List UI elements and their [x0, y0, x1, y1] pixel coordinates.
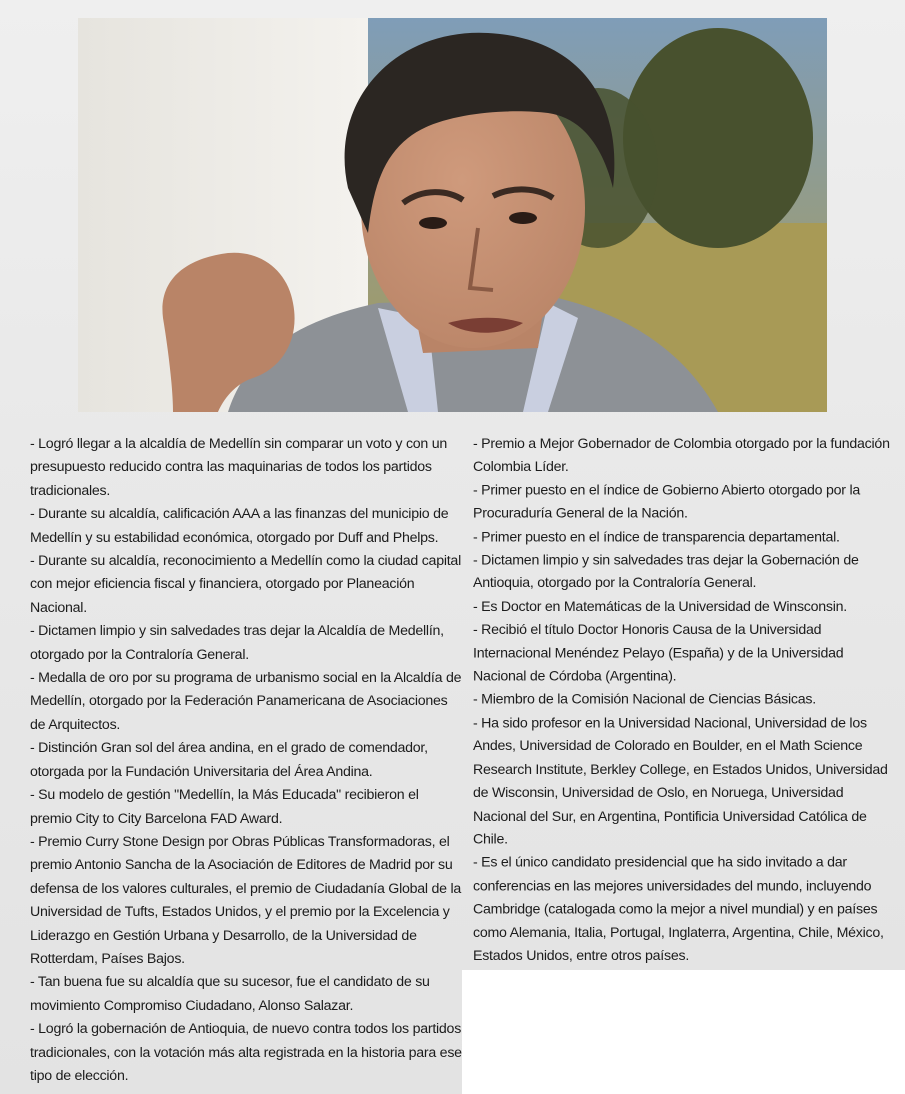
- achievement-item: - Logró la gobernación de Antioquia, de nuevo contra todos los partidos tradicionales, con la votación más alta registrada en la historia para ese tipo de elección.: [30, 1021, 462, 1084]
- achievement-item: - Dictamen limpio y sin salvedades tras dejar la Alcaldía de Medellín, otorgado por la Contraloría General.: [30, 623, 444, 663]
- achievement-item: - Medalla de oro por su programa de urbanismo social en la Alcaldía de Medellín, otorgado por la Federación Panamericana de Asociaciones de Arquitectos.: [30, 670, 462, 733]
- achievement-item: - Tan buena fue su alcaldía que su sucesor, fue el candidato de su movimiento Compromiso Ciudadano, Alonso Salazar.: [30, 974, 430, 1014]
- portrait-photo: [78, 18, 827, 412]
- achievement-item: - Durante su alcaldía, calificación AAA a las finanzas del municipio de Medellín y su estabilidad económica, otorgado por Duff and Phelps.: [30, 506, 449, 546]
- achievement-item: - Miembro de la Comisión Nacional de Ciencias Básicas.: [473, 692, 816, 708]
- achievements-right-column: [473, 433, 897, 968]
- achievement-item: - Premio Curry Stone Design por Obras Públicas Transformadoras, el premio Antonio Sancha de la Asociación de Editores de Madrid por su defensa de los valores culturales, el premio de Ciudadanía Global de la Universidad de Tufts, Estados Unidos, y el premio por la Excelencia y Liderazgo en Gestión Urbana y Desarrollo, de la Universidad de Rotterdam, Países Bajos.: [30, 833, 462, 967]
- achievement-item: - Distinción Gran sol del área andina, en el grado de comendador, otorgada por la Fundación Universitaria del Área Andina.: [30, 740, 428, 780]
- achievement-item: - Recibió el título Doctor Honoris Causa de la Universidad Internacional Menéndez Pelayo (España) y de la Universidad Nacional de Córdoba (Argentina).: [473, 622, 844, 685]
- achievement-item: - Primer puesto en el índice de transparencia departamental.: [473, 529, 840, 545]
- achievement-item: - Logró llegar a la alcaldía de Medellín sin comparar un voto y con un presupuesto reducido contra las maquinarias de todos los partidos tradicionales.: [30, 436, 448, 499]
- left-eye: [419, 217, 447, 229]
- blank-corner: [462, 970, 905, 1094]
- achievement-item: - Durante su alcaldía, reconocimiento a Medellín como la ciudad capital con mejor eficiencia fiscal y financiera, otorgado por Planeación Nacional.: [30, 553, 461, 616]
- achievement-item: - Su modelo de gestión "Medellín, la Más Educada" recibieron el premio City to City Barcelona FAD Award.: [30, 787, 419, 827]
- portrait-photo-icon: [78, 18, 827, 412]
- achievement-item: - Es el único candidato presidencial que ha sido invitado a dar conferencias en las mejores universidades del mundo, incluyendo Cambridge (catalogada como la mejor a nivel mundial) y en países como Alemania, Italia, Portugal, Inglaterra, Argentina, Chile, México, Estados Unidos, entre otros países.: [473, 854, 884, 964]
- right-eye: [509, 212, 537, 224]
- achievement-item: - Ha sido profesor en la Universidad Nacional, Universidad de los Andes, Universidad de Colorado en Boulder, en el Math Science Research Institute, Berkley College, en Estados Unidos, Universidad de Wisconsin, Universidad de Oslo, en Noruega, Universidad Nacional del Sur, en Argentina, Pontificia Universidad Católica de Chile.: [473, 715, 888, 848]
- achievement-item: - Es Doctor en Matemáticas de la Universidad de Winsconsin.: [473, 598, 847, 615]
- achievements-left-column: [30, 433, 462, 1088]
- achievement-item: - Primer puesto en el índice de Gobierno Abierto otorgado por la Procuraduría General de la Nación.: [473, 482, 861, 522]
- achievement-item: - Dictamen limpio y sin salvedades tras dejar la Gobernación de Antioquia, otorgado por la Contraloría General.: [473, 552, 859, 592]
- achievement-item: - Premio a Mejor Gobernador de Colombia otorgado por la fundación Colombia Líder.: [473, 435, 890, 476]
